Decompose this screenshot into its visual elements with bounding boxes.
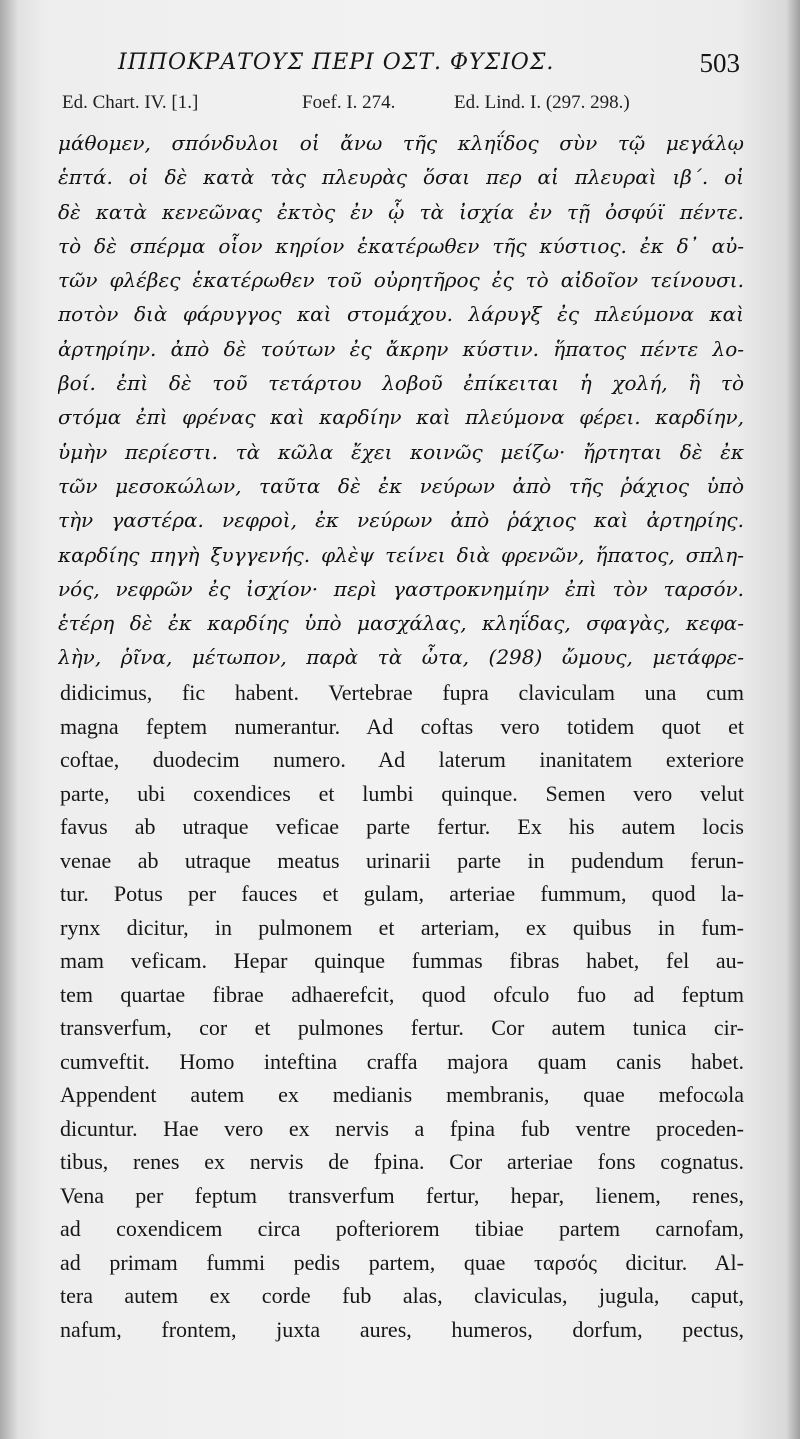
latin-line: mam veficam. Hepar quinque fummas fibras habet, fel au- xyxy=(60,948,744,973)
latin-line: favus ab utraque veficae parte fertur. Ex his autem locis xyxy=(60,814,744,839)
greek-line: τῶν φλέβες ἑκατέρωθεν τοῦ οὐρητῆρος ἐς τὸ αἰδοῖον τείνουσι. xyxy=(58,268,744,293)
greek-line: τῶν μεσοκώλων, ταῦτα δὲ ἐκ νεύρων ἀπὸ τῆς ῥάχιος ὑπὸ xyxy=(58,473,744,498)
latin-line: parte, ubi coxendices et lumbi quinque. Semen vero velut xyxy=(60,780,744,806)
greek-line: δὲ κατὰ κενεῶνας ἐκτὸς ἐν ᾧ τὰ ἰσχία ἐν τῇ ὀσφύϊ πέντε. xyxy=(58,199,744,224)
latin-line: ad primam fummi pedis partem, quae ταρσός dicitur. Al- xyxy=(60,1249,744,1275)
latin-line: didicimus, fic habent. Vertebrae fupra claviculam una cum xyxy=(60,680,744,705)
greek-line: ἑτέρη δὲ ἐκ καρδίης ὑπὸ μασχάλας, κληΐδας, σφαγὰς, κεφα- xyxy=(58,611,744,636)
running-title: ΙΠΠΟΚΡΑΤΟΥΣ ΠΕΡΙ ΟΣΤ. ΦΥΣΙΟΣ. xyxy=(118,50,555,75)
greek-line: στόμα ἐπὶ φρένας καὶ καρδίην καὶ πλεύμονα φέρει. καρδίην, xyxy=(58,405,744,430)
latin-line: nafum, frontem, juxta aures, humeros, dorfum, pectus, xyxy=(60,1316,744,1342)
greek-line: τὸ δὲ σπέρμα οἷον κηρίον ἑκατέρωθεν τῆς κύστιος. ἐκ δ᾽ αὐ- xyxy=(58,233,744,258)
greek-line: καρδίης πηγὴ ξυγγενής. φλὲψ τείνει διὰ φρενῶν, ἥπατος, σπλη- xyxy=(58,542,744,567)
greek-line: τὴν γαστέρα. νεφροὶ, ἐκ νεύρων ἀπὸ ῥάχιος καὶ ἀρτηρίης. xyxy=(58,508,744,533)
latin-line: cumveftit. Homo inteftina craffa majora quam canis habet. xyxy=(60,1048,744,1074)
page-number: 503 xyxy=(699,48,740,78)
page-header xyxy=(118,48,740,88)
greek-line: νός, νεφρῶν ἐς ἰσχίον· περὶ γαστροκνημίην ἐπὶ τὸν ταρσόν. xyxy=(58,576,744,601)
latin-line: venae ab utraque meatus urinarii parte in pudendum ferun- xyxy=(60,847,744,873)
latin-line: Vena per feptum transverfum fertur, hepar, lienem, renes, xyxy=(60,1182,744,1208)
latin-line: transverfum, cor et pulmones fertur. Cor autem tunica cir- xyxy=(60,1015,744,1040)
edition-chartier-ref: Ed. Chart. IV. [1.] xyxy=(62,92,199,113)
greek-line: ποτὸν διὰ φάρυγγος καὶ στομάχου. λάρυγξ ἐς πλεύμονα καὶ xyxy=(58,302,744,327)
edition-linden-ref: Ed. Lind. I. (297. 298.) xyxy=(454,92,630,113)
greek-line: μάθομεν, σπόνδυλοι οἱ ἄνω τῆς κληΐδος σὺν τῷ μεγάλῳ xyxy=(58,131,744,155)
latin-line: tem quartae fibrae adhaerefcit, quod ofculo fuo ad feptum xyxy=(60,981,744,1007)
latin-line: Appendent autem ex medianis membranis, quae mefocωla xyxy=(60,1082,744,1107)
latin-line: magna feptem numerantur. Ad coftas vero totidem quot et xyxy=(60,713,744,739)
greek-text-block xyxy=(58,126,744,675)
edition-references xyxy=(62,92,742,122)
latin-line: ad coxendicem circa pofteriorem tibiae partem carnofam, xyxy=(60,1216,744,1241)
greek-line: ἑπτά. οἱ δὲ κατὰ τὰς πλευρὰς ὅσαι περ αἱ πλευραὶ ιβ΄. οἱ xyxy=(58,165,744,190)
latin-line: rynx dicitur, in pulmonem et arteriam, ex quibus in fum- xyxy=(60,914,744,940)
latin-line: tur. Potus per fauces et gulam, arteriae fummum, quod la- xyxy=(60,881,744,906)
latin-line: coftae, duodecim numero. Ad laterum inanitatem exteriore xyxy=(60,747,744,772)
greek-line: βοί. ἐπὶ δὲ τοῦ τετάρτου λοβοῦ ἐπίκειται ἡ χολή, ἣ τὸ xyxy=(58,371,744,396)
latin-line: tibus, renes ex nervis de fpina. Cor arteriae fons cognatus. xyxy=(60,1149,744,1174)
edition-foes-ref: Foef. I. 274. xyxy=(302,92,396,113)
greek-line: ἀρτηρίην. ἀπὸ δὲ τούτων ἐς ἄκρην κύστιν. ἥπατος πέντε λο- xyxy=(58,336,744,361)
greek-line: ὑμὴν περίεστι. τὰ κῶλα ἔχει κοινῶς μείζω· ἤρτηται δὲ ἐκ xyxy=(58,439,744,464)
gutter-shadow xyxy=(0,0,18,1439)
page-edge-shadow xyxy=(786,0,800,1439)
latin-text-block xyxy=(60,676,744,1346)
latin-line: tera autem ex corde fub alas, claviculas, jugula, caput, xyxy=(60,1283,744,1308)
greek-line: λὴν, ῥῖνα, μέτωπον, παρὰ τὰ ὦτα, (298) ὤμους, μετάφρε- xyxy=(58,645,744,670)
latin-line: dicuntur. Hae vero ex nervis a fpina fub ventre proceden- xyxy=(60,1115,744,1141)
